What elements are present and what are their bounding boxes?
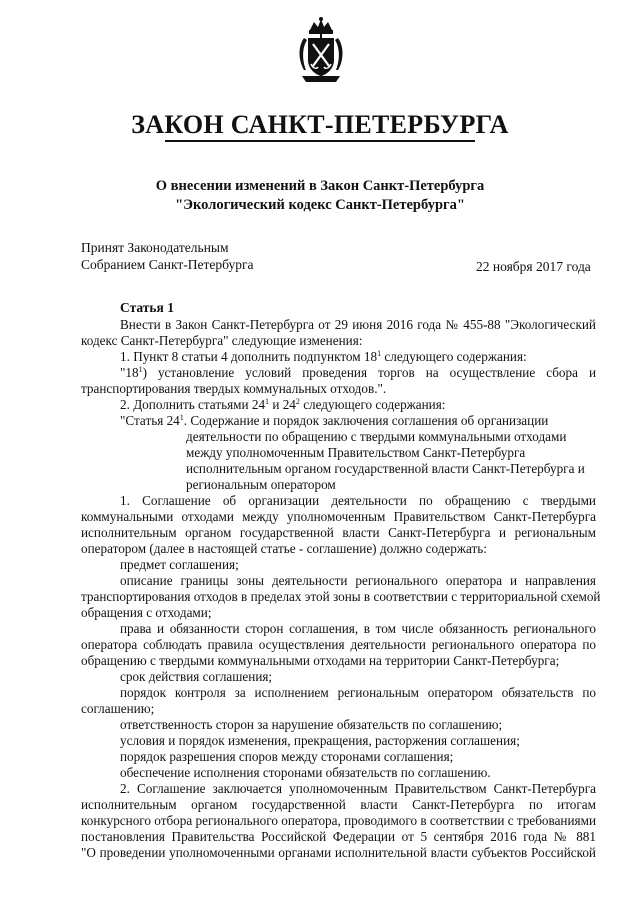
adoption-date: 22 ноября 2017 года bbox=[476, 259, 591, 274]
document-subtitle-line-2: "Экологический кодекс Санкт-Петербурга" bbox=[175, 197, 465, 213]
text-line: Внести в Закон Санкт-Петербурга от 29 июня 2016 года № 455-88 "Экологический bbox=[120, 317, 596, 332]
document-subtitle-line-1: О внесении изменений в Закон Санкт-Петербурга bbox=[155, 178, 485, 194]
text-line: срок действия соглашения; bbox=[120, 669, 273, 684]
text-line: кодекс Санкт-Петербурга" следующие изменения: bbox=[81, 333, 363, 348]
text-line: коммунальными отходами между уполномоченным Правительством Санкт-Петербурга bbox=[81, 509, 596, 524]
text-line: деятельности по обращению с твердыми коммунальными отходами bbox=[186, 429, 567, 444]
text-line: исполнительным органом государственной власти Санкт-Петербурга и региональным bbox=[81, 525, 596, 540]
text-line: исполнительным органом государственной власти Санкт-Петербурга и bbox=[186, 461, 585, 476]
text-line: конкурсного отбора регионального оператора, проводимого в соответствии с требованиями bbox=[81, 813, 597, 828]
text-line: между уполномоченным Правительством Санкт-Петербурга bbox=[186, 445, 526, 460]
document-title: ЗАКОН САНКТ-ПЕТЕРБУРГА bbox=[131, 110, 509, 139]
adoption-body-line-2: Собранием Санкт-Петербурга bbox=[81, 257, 254, 272]
text-line: транспортирования твердых коммунальных отходов.". bbox=[81, 381, 387, 396]
text-line: 1. Пункт 8 статьи 4 дополнить подпунктом $18^1$ следующего содержания: bbox=[120, 349, 527, 364]
text-line: описание границы зоны деятельности регионального оператора и направления bbox=[120, 573, 596, 588]
text-line: исполнительным органом государственной власти Санкт-Петербурга по итогам bbox=[81, 797, 596, 812]
text-line: предмет соглашения; bbox=[120, 557, 239, 572]
text-line: обращению с твердыми коммунальными отходами на территории Санкт-Петербурга; bbox=[81, 653, 560, 668]
text-line: транспортирования отходов в пределах этой зоны в соответствии с территориальной схемой bbox=[81, 589, 601, 604]
text-line: "О проведении уполномоченными органами исполнительной власти субъектов Российской bbox=[81, 845, 596, 860]
saint-petersburg-coat-of-arms-icon bbox=[296, 16, 346, 86]
text-line: постановления Правительства Российской Федерации от 5 сентября 2016 года № 881 bbox=[81, 829, 596, 844]
text-line: 2. Соглашение заключается уполномоченным Правительством Санкт-Петербурга bbox=[120, 781, 596, 796]
text-line: обращения с отходами; bbox=[81, 605, 212, 620]
text-line: обеспечение исполнения сторонами обязательств по соглашению. bbox=[120, 765, 491, 780]
text-line: права и обязанности сторон соглашения, в том числе обязанность регионального bbox=[120, 621, 596, 636]
text-line: условия и порядок изменения, прекращения, расторжения соглашения; bbox=[120, 733, 520, 748]
text-line: порядок контроля за исполнением региональным оператором обязательств по bbox=[120, 685, 596, 700]
text-line: соглашению; bbox=[81, 701, 155, 716]
text-line: региональным оператором bbox=[186, 477, 336, 492]
text-line: оператора соблюдать правила осуществления деятельности регионального оператора по bbox=[81, 637, 596, 652]
text-line: 1. Соглашение об организации деятельности по обращению с твердыми bbox=[120, 493, 596, 508]
text-line: оператором (далее в настоящей статье - соглашение) должно содержать: bbox=[81, 541, 487, 556]
text-line: ответственность сторон за нарушение обязательств по соглашению; bbox=[120, 717, 503, 732]
text-line: "Статья $24^1$. Содержание и порядок заключения соглашения об организации bbox=[120, 413, 549, 428]
adoption-body-line-1: Принят Законодательным bbox=[81, 240, 229, 255]
text-line: "$18^1$) установление условий проведения торгов на осуществление сбора и bbox=[120, 365, 596, 380]
article-heading: Статья 1 bbox=[120, 300, 174, 315]
text-line: порядок разрешения споров между сторонами соглашения; bbox=[120, 749, 454, 764]
title-underline bbox=[165, 140, 475, 142]
text-line: 2. Дополнить статьями $24^1$ и $24^2$ следующего содержания: bbox=[120, 397, 446, 412]
